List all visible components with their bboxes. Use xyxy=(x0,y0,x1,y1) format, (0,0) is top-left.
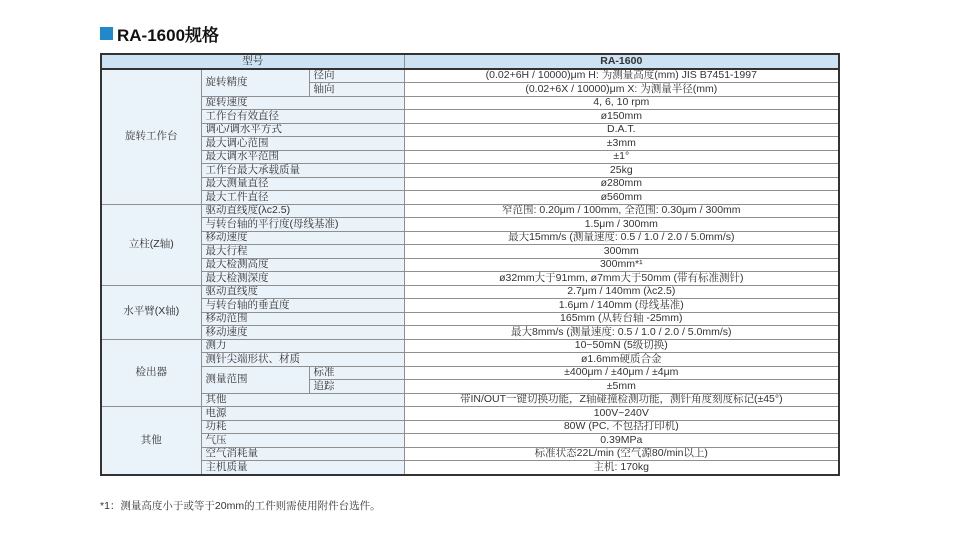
table-row xyxy=(101,245,839,259)
table-row xyxy=(101,393,839,407)
title-bullet-icon xyxy=(100,27,113,40)
label-cell: 与转台轴的垂直度 xyxy=(201,299,404,313)
label-cell: 与转台轴的平行度(母线基准) xyxy=(201,218,404,232)
label-cell: 气压 xyxy=(201,434,404,448)
table-row xyxy=(101,420,839,434)
label-cell: 主机质量 xyxy=(201,461,404,475)
table-row xyxy=(101,353,839,367)
table-row xyxy=(101,434,839,448)
label-cell: 调心/调水平方式 xyxy=(201,123,404,137)
label-cell: 最大检测深度 xyxy=(201,272,404,286)
table-row xyxy=(101,285,839,299)
table-header-row xyxy=(101,54,839,69)
value-cell: (0.02+6H / 10000)μm H: 为测量高度(mm) JIS B7451-1997 xyxy=(404,69,839,83)
label-cell: 驱动直线度(λc2.5) xyxy=(201,204,404,218)
value-cell: ±400μm / ±40μm / ±4μm xyxy=(404,366,839,380)
table-row xyxy=(101,123,839,137)
value-cell: 带IN/OUT一键切换功能，Z轴碰撞检测功能，测针角度刻度标记(±45°) xyxy=(404,393,839,407)
label-cell: 工作台有效直径 xyxy=(201,110,404,124)
label-cell: 最大行程 xyxy=(201,245,404,259)
table-row xyxy=(101,191,839,205)
value-cell: ø32mm大于91mm, ø7mm大于50mm (带有标准测针) xyxy=(404,272,839,286)
table-row xyxy=(101,137,839,151)
sublabel-cell: 径向 xyxy=(309,69,404,83)
label-cell: 旋转精度 xyxy=(201,69,309,97)
value-cell: ±3mm xyxy=(404,137,839,151)
category-cell: 其他 xyxy=(101,407,201,475)
table-row xyxy=(101,218,839,232)
value-cell: 最大15mm/s (测量速度: 0.5 / 1.0 / 2.0 / 5.0mm/s) xyxy=(404,231,839,245)
value-cell: 窄范围: 0.20μm / 100mm, 全范围: 0.30μm / 300mm xyxy=(404,204,839,218)
table-row xyxy=(101,461,839,475)
table-row xyxy=(101,150,839,164)
label-cell: 最大调水平范围 xyxy=(201,150,404,164)
table-row xyxy=(101,69,839,83)
label-cell: 其他 xyxy=(201,393,404,407)
value-cell: ±1° xyxy=(404,150,839,164)
label-cell: 测量范围 xyxy=(201,366,309,393)
table-row xyxy=(101,177,839,191)
value-cell: ø1.6mm硬质合金 xyxy=(404,353,839,367)
value-cell: 1.5μm / 300mm xyxy=(404,218,839,232)
label-cell: 空气消耗量 xyxy=(201,447,404,461)
value-cell: 80W (PC, 不包括打印机) xyxy=(404,420,839,434)
label-cell: 最大工件直径 xyxy=(201,191,404,205)
page-title xyxy=(100,21,219,46)
table-row xyxy=(101,312,839,326)
value-cell: ø150mm xyxy=(404,110,839,124)
table-row xyxy=(101,447,839,461)
value-cell: 标准状态22L/min (空气源80/min以上) xyxy=(404,447,839,461)
table-row xyxy=(101,258,839,272)
label-cell: 测针尖端形状、材质 xyxy=(201,353,404,367)
category-cell: 水平臂(X轴) xyxy=(101,285,201,339)
footnote: *1：测量高度小于或等于20mm的工件则需使用附件台选件。 xyxy=(100,500,381,512)
label-cell: 移动范围 xyxy=(201,312,404,326)
value-cell: 最大8mm/s (测量速度: 0.5 / 1.0 / 2.0 / 5.0mm/s) xyxy=(404,326,839,340)
value-cell: 2.7μm / 140mm (λc2.5) xyxy=(404,285,839,299)
label-cell: 最大测量直径 xyxy=(201,177,404,191)
table-row xyxy=(101,272,839,286)
value-cell: ø560mm xyxy=(404,191,839,205)
value-cell: 165mm (从转台轴 -25mm) xyxy=(404,312,839,326)
label-cell: 移动速度 xyxy=(201,231,404,245)
table-row xyxy=(101,407,839,421)
table-row xyxy=(101,339,839,353)
label-cell: 电源 xyxy=(201,407,404,421)
sublabel-cell: 追踪 xyxy=(309,380,404,394)
spec-table xyxy=(100,53,840,476)
value-cell: 1.6μm / 140mm (母线基准) xyxy=(404,299,839,313)
label-cell: 最大检测高度 xyxy=(201,258,404,272)
value-cell: 0.39MPa xyxy=(404,434,839,448)
category-cell: 检出器 xyxy=(101,339,201,407)
value-cell: 4, 6, 10 rpm xyxy=(404,96,839,110)
model-header-value: RA-1600 xyxy=(404,54,839,69)
label-cell: 测力 xyxy=(201,339,404,353)
value-cell: D.A.T. xyxy=(404,123,839,137)
label-cell: 驱动直线度 xyxy=(201,285,404,299)
sublabel-cell: 标准 xyxy=(309,366,404,380)
table-row xyxy=(101,299,839,313)
label-cell: 移动速度 xyxy=(201,326,404,340)
model-header-label: 型号 xyxy=(101,54,404,69)
label-cell: 最大调心范围 xyxy=(201,137,404,151)
value-cell: 100V~240V xyxy=(404,407,839,421)
value-cell: 10~50mN (5级切换) xyxy=(404,339,839,353)
table-row xyxy=(101,204,839,218)
value-cell: 300mm*¹ xyxy=(404,258,839,272)
value-cell: 300mm xyxy=(404,245,839,259)
sublabel-cell: 轴向 xyxy=(309,83,404,97)
table-row xyxy=(101,164,839,178)
table-row xyxy=(101,110,839,124)
label-cell: 功耗 xyxy=(201,420,404,434)
value-cell: ±5mm xyxy=(404,380,839,394)
value-cell: (0.02+6X / 10000)μm X: 为测量半径(mm) xyxy=(404,83,839,97)
category-cell: 旋转工作台 xyxy=(101,69,201,205)
table-row xyxy=(101,96,839,110)
value-cell: 主机: 170kg xyxy=(404,461,839,475)
label-cell: 旋转速度 xyxy=(201,96,404,110)
table-row xyxy=(101,231,839,245)
table-row xyxy=(101,326,839,340)
table-row xyxy=(101,366,839,380)
category-cell: 立柱(Z轴) xyxy=(101,204,201,285)
value-cell: 25kg xyxy=(404,164,839,178)
label-cell: 工作台最大承载质量 xyxy=(201,164,404,178)
page-title-text: RA-1600规格 xyxy=(117,26,220,45)
value-cell: ø280mm xyxy=(404,177,839,191)
